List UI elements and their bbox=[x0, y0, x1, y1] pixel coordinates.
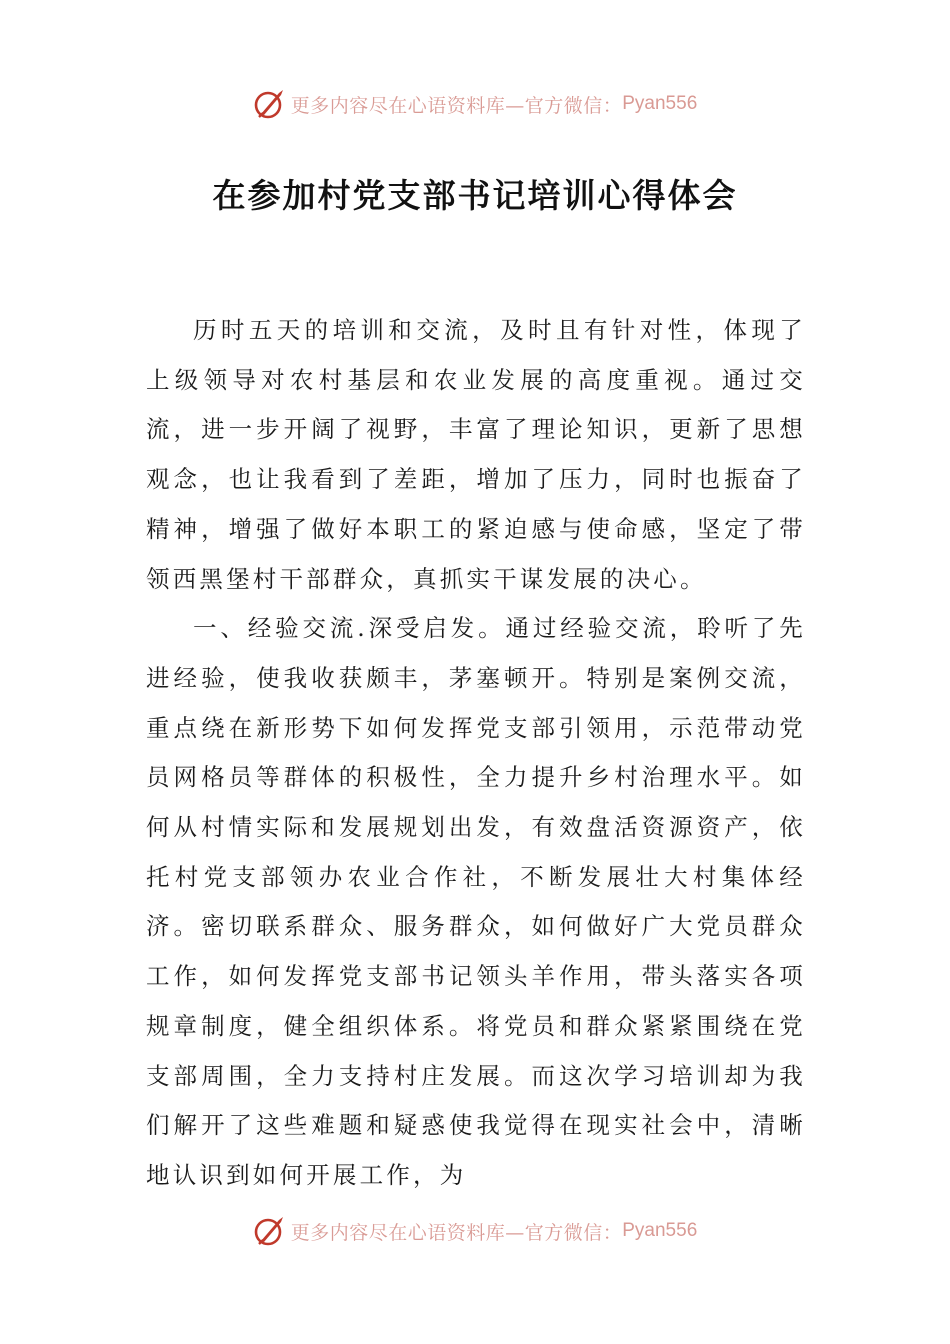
footer-banner bbox=[0, 1211, 950, 1251]
header-banner bbox=[0, 84, 950, 124]
banner-text: 更多内容尽在心语资料库—官方微信： bbox=[290, 1221, 623, 1244]
paragraph-section-one: 一、经验交流.深受启发。通过经验交流，聆听了先进经验，使我收获颇丰，茅塞顿开。特别是案例交流，重点绕在新形势下如何发挥党支部引领用，示范带动党员网格员等群体的积极性，全力提升乡村治理水平。如何从村情实际和发展规划出发，有效盘活资源资产，依托村党支部领办农业合作社，不断发展壮大村集体经济。密切联系群众、服务群众，如何做好广大党员群众工作，如何发挥党支部书记领头羊作用，带头落实各项规章制度，健全组织体系。将党员和群众紧紧围绕在党支部周围，全力支持村庄发展。而这次学习培训却为我们解开了这些难题和疑惑使我觉得在现实社会中，清晰地认识到如何开展工作，为 bbox=[146, 614, 806, 1189]
banner-wechat-id: Pyan556 bbox=[622, 93, 698, 114]
banner-text: 更多内容尽在心语资料库—官方微信： bbox=[290, 94, 623, 117]
banner-wechat-id: Pyan556 bbox=[622, 1220, 698, 1241]
quill-pen-logo-icon bbox=[253, 1214, 287, 1248]
paragraph-intro: 历时五天的培训和交流，及时且有针对性，体现了上级领导对农村基层和农业发展的高度重视。通过交流，进一步开阔了视野，丰富了理论知识，更新了思想观念，也让我看到了差距，增加了压力，同时也振奋了精神，增强了做好本职工的紧迫感与使命感，坚定了带领西黑堡村干部群众，真抓实干谋发展的决心。 bbox=[146, 316, 806, 593]
quill-pen-logo-icon bbox=[253, 87, 287, 121]
document-body bbox=[146, 306, 806, 1201]
document-title: 在参加村党支部书记培训心得体会 bbox=[212, 176, 738, 215]
